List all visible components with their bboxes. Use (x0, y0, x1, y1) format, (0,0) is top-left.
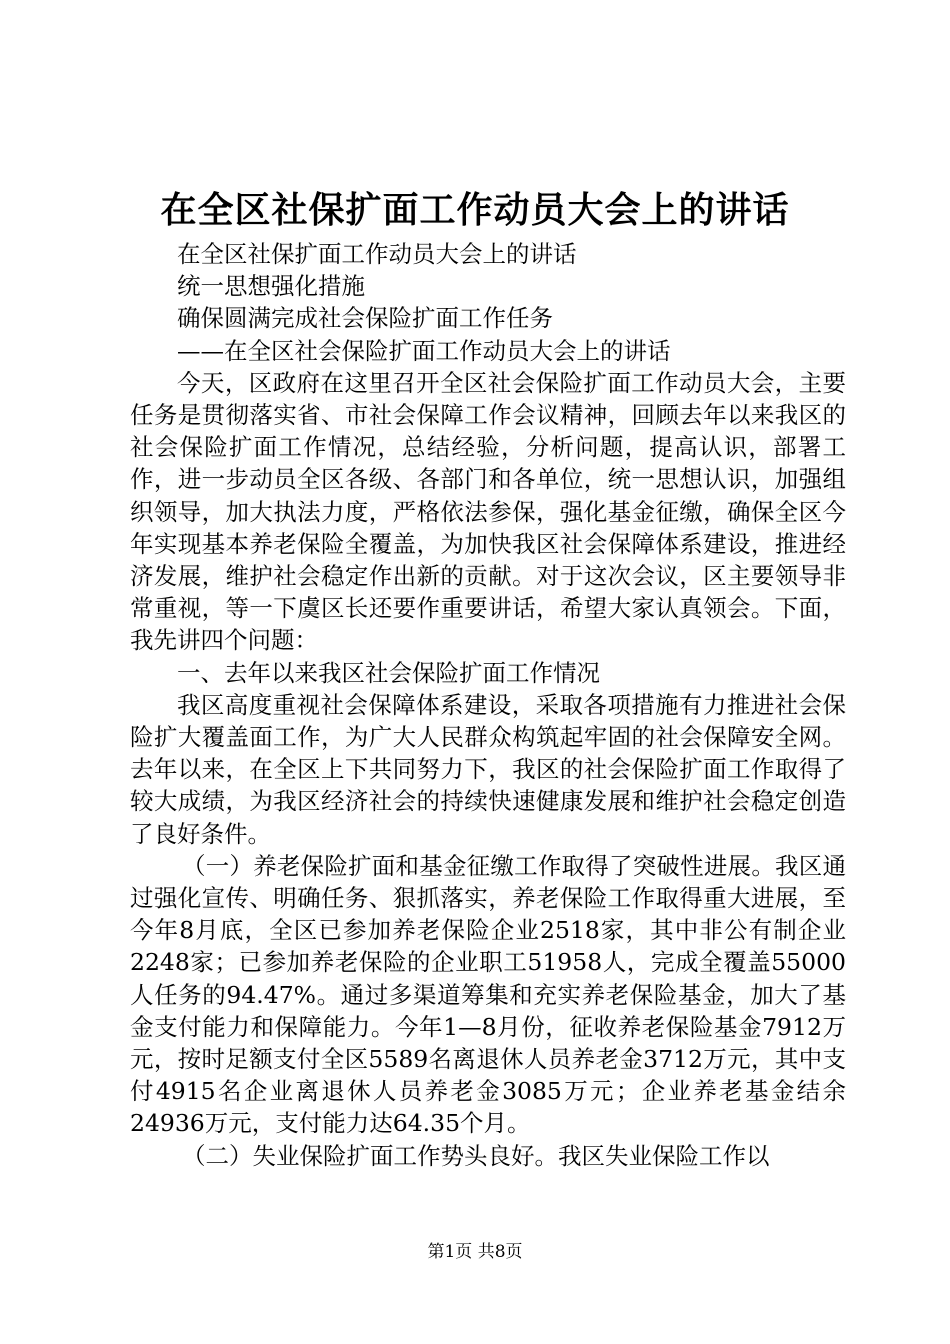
paragraph-subtitle-2: 确保圆满完成社会保险扩面工作任务 (177, 304, 553, 333)
document-title: 在全区社保扩面工作动员大会上的讲话 (160, 189, 790, 231)
paragraph-unemployment: （二）失业保险扩面工作势头良好。我区失业保险工作以 (182, 1141, 770, 1170)
paragraph-heading-repeat: 在全区社保扩面工作动员大会上的讲话 (177, 240, 577, 268)
page-footer: 第1页 共8页 (427, 1242, 523, 1262)
section-heading-1: 一、去年以来我区社会保险扩面工作情况 (177, 658, 600, 687)
paragraph-pension: （一）养老保险扩面和基金征缴工作取得了突破性进展。我区通过强化宣传、明确任务、狠抓落实，养老保险工作取得重大进展，至今年8月底，全区已参加养老保险企业2518家，其中非公有制企业2248家；已参加养老保险的企业职工51958人，完成全覆盖55000人任务的94.47%。通过多渠道筹集和充实养老保险基金，加大了基金支付能力和保障能力。今年1—8月份，征收养老保险基金7912万元，按时足额支付全区5589名离退休人员养老金3712万元，其中支付4915名企业离退休人员养老金3085万元；企业养老基金结余24936万元，支付能力达64.35个月。 (130, 851, 846, 1138)
paragraph-section-1-intro: 我区高度重视社会保障体系建设，采取各项措施有力推进社会保险扩大覆盖面工作，为广大人民群众构筑起牢固的社会保障安全网。去年以来，在全区上下共同努力下，我区的社会保险扩面工作取得了较大成绩，为我区经济社会的持续快速健康发展和维护社会稳定创造了良好条件。 (130, 690, 846, 848)
paragraph-subtitle-3: ——在全区社会保险扩面工作动员大会上的讲话 (177, 336, 671, 365)
paragraph-opening: 今天，区政府在这里召开全区社会保险扩面工作动员大会，主要任务是贯彻落实省、市社会保障工作会议精神，回顾去年以来我区的社会保险扩面工作情况，总结经验，分析问题，提高认识，部署工作，进一步动员全区各级、各部门和各单位，统一思想认识，加强组织领导，加大执法力度，严格依法参保，强化基金征缴，确保全区今年实现基本养老保险全覆盖，为加快我区社会保障体系建设，推进经济发展，维护社会稳定作出新的贡献。对于这次会议，区主要领导非常重视，等一下虞区长还要作重要讲话，希望大家认真领会。下面，我先讲四个问题： (130, 368, 846, 655)
document-body (130, 238, 846, 1172)
paragraph-subtitle-1: 统一思想强化措施 (177, 272, 365, 301)
